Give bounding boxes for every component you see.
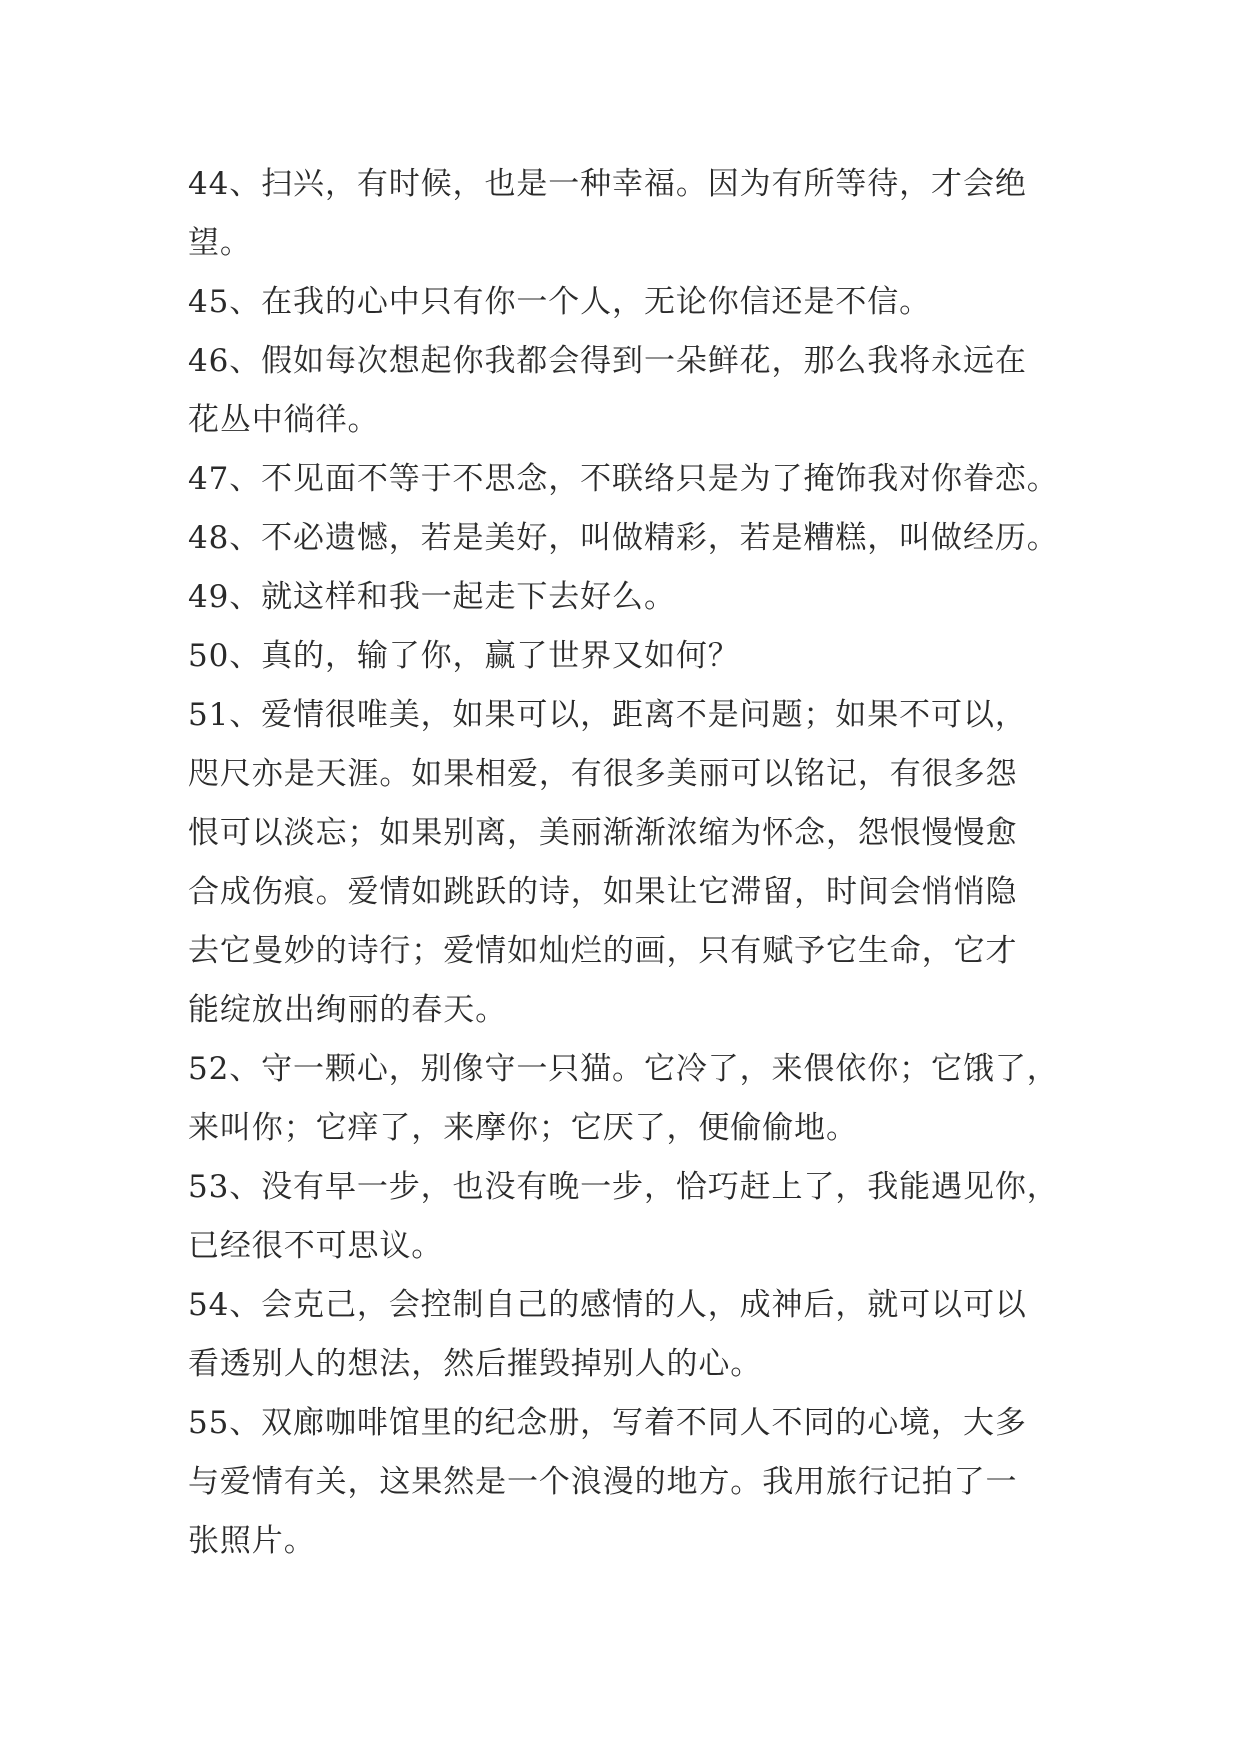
text-line: 合成伤痕。爱情如跳跃的诗，如果让它滞留，时间会悄悄隐 — [188, 874, 1018, 910]
text-line: 48、不必遗憾，若是美好，叫做精彩，若是糟糕，叫做经历。 — [188, 520, 1059, 556]
text-line: 张照片。 — [188, 1523, 316, 1559]
text-line: 44、扫兴，有时候，也是一种幸福。因为有所等待，才会绝 — [188, 166, 1027, 202]
text-line: 47、不见面不等于不思念，不联络只是为了掩饰我对你眷恋。 — [188, 461, 1059, 497]
text-line: 54、会克己，会控制自己的感情的人，成神后，就可以可以 — [188, 1287, 1027, 1323]
text-line: 望。 — [188, 225, 252, 261]
text-line: 50、真的，输了你，赢了世界又如何？ — [188, 638, 740, 674]
document-body — [188, 155, 1068, 1571]
text-line: 看透别人的想法，然后摧毁掉别人的心。 — [188, 1346, 763, 1382]
text-line: 51、爱情很唯美，如果可以，距离不是问题；如果不可以， — [188, 697, 1027, 733]
text-line: 55、双廊咖啡馆里的纪念册，写着不同人不同的心境，大多 — [188, 1405, 1027, 1441]
text-line: 53、没有早一步，也没有晚一步，恰巧赶上了，我能遇见你， — [188, 1169, 1059, 1205]
text-line: 花丛中徜徉。 — [188, 402, 380, 438]
text-line: 能绽放出绚丽的春天。 — [188, 992, 507, 1028]
text-line: 45、在我的心中只有你一个人，无论你信还是不信。 — [188, 284, 932, 320]
text-line: 52、守一颗心，别像守一只猫。它冷了，来偎依你；它饿了， — [188, 1051, 1059, 1087]
text-line: 来叫你；它痒了，来摩你；它厌了，便偷偷地。 — [188, 1110, 858, 1146]
text-line: 去它曼妙的诗行；爱情如灿烂的画，只有赋予它生命，它才 — [188, 933, 1018, 969]
text-line: 46、假如每次想起你我都会得到一朵鲜花，那么我将永远在 — [188, 343, 1027, 379]
text-line: 咫尺亦是天涯。如果相爱，有很多美丽可以铭记，有很多怨 — [188, 756, 1018, 792]
text-line: 49、就这样和我一起走下去好么。 — [188, 579, 676, 615]
text-line: 已经很不可思议。 — [188, 1228, 444, 1264]
text-line: 与爱情有关，这果然是一个浪漫的地方。我用旅行记拍了一 — [188, 1464, 1018, 1500]
text-line: 恨可以淡忘；如果别离，美丽渐渐浓缩为怀念，怨恨慢慢愈 — [188, 815, 1018, 851]
